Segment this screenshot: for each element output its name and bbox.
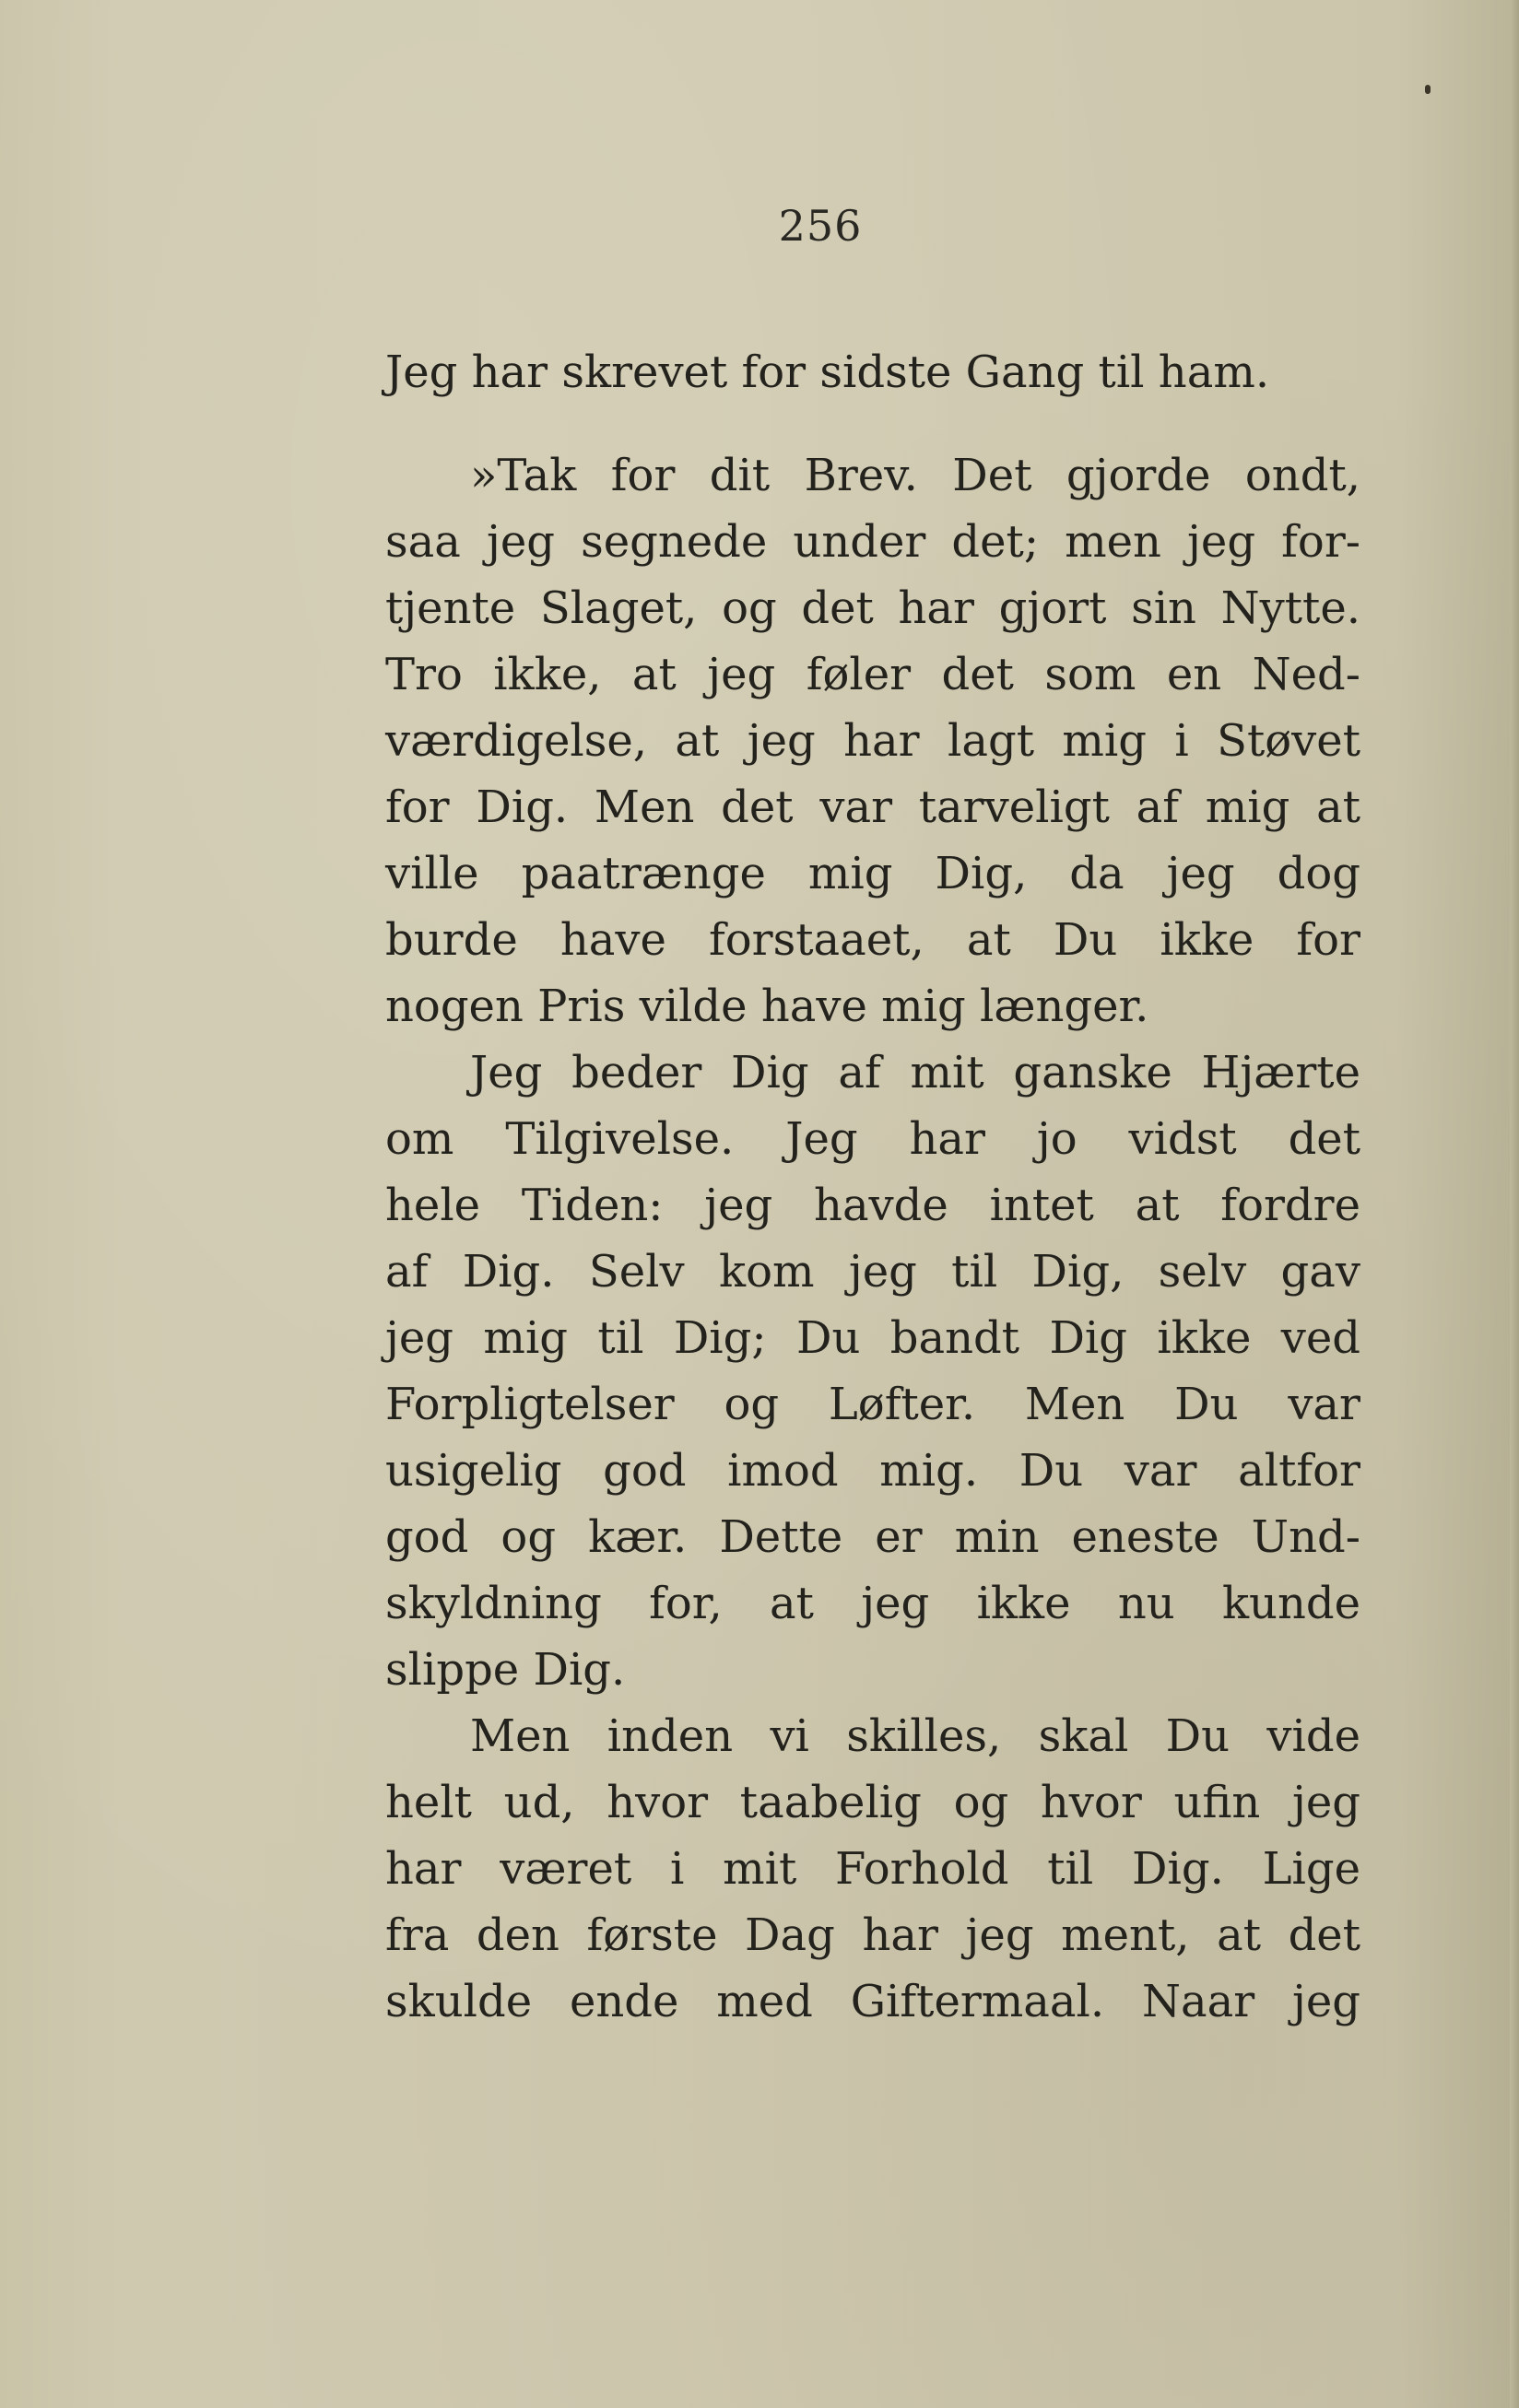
- text-line: saa jeg segnede under det; men jeg for-: [385, 516, 1360, 568]
- text-line: om Tilgivelse. Jeg har jo vidst det: [385, 1113, 1360, 1165]
- text-line: helt ud, hvor taabelig og hvor ufin jeg: [385, 1777, 1360, 1828]
- text-line: tjente Slaget, og det har gjort sin Nytte.: [385, 582, 1360, 634]
- paragraph-2: [385, 1040, 1360, 1703]
- text-line: jeg mig til Dig; Du bandt Dig ikke ved: [385, 1312, 1360, 1364]
- text-line: Tro ikke, at jeg føler det som en Ned-: [385, 649, 1360, 700]
- text-line: har været i mit Forhold til Dig. Lige: [385, 1843, 1360, 1895]
- text-line: usigelig god imod mig. Du var altfor: [385, 1445, 1360, 1497]
- paragraph-gap: [385, 405, 1360, 442]
- text-line: nogen Pris vilde have mig længer.: [385, 981, 1149, 1032]
- paragraph-1: [385, 442, 1360, 1040]
- text-line: Jeg beder Dig af mit ganske Hjærte: [470, 1047, 1360, 1098]
- text-line: slippe Dig.: [385, 1644, 626, 1696]
- text-line: »Tak for dit Brev. Det gjorde ondt,: [470, 450, 1360, 501]
- text-line: hele Tiden: jeg havde intet at fordre: [385, 1180, 1360, 1231]
- text-line: ville paatrænge mig Dig, da jeg dog: [385, 848, 1360, 899]
- page-number: 256: [778, 201, 863, 251]
- text-line: fra den første Dag har jeg ment, at det: [385, 1909, 1360, 1961]
- text-line: Jeg har skrevet for sidste Gang til ham.: [385, 347, 1270, 398]
- text-line: skulde ende med Giftermaal. Naar jeg: [385, 1976, 1360, 2027]
- text-line: af Dig. Selv kom jeg til Dig, selv gav: [385, 1246, 1360, 1298]
- text-line: Men inden vi skilles, skal Du vide: [470, 1710, 1360, 1762]
- text-line: værdigelse, at jeg har lagt mig i Støvet: [385, 715, 1360, 767]
- body-text: [385, 339, 1360, 2035]
- text-line: god og kær. Dette er min eneste Und-: [385, 1511, 1360, 1563]
- paragraph-3: [385, 1703, 1360, 2035]
- text-line: burde have forstaaet, at Du ikke for: [385, 914, 1360, 966]
- text-line: Forpligtelser og Løfter. Men Du var: [385, 1379, 1360, 1430]
- text-line: for Dig. Men det var tarveligt af mig at: [385, 781, 1360, 833]
- text-line: skyldning for, at jeg ikke nu kunde: [385, 1578, 1360, 1629]
- page-edge: [1510, 0, 1519, 2408]
- paper-speck: [1425, 85, 1431, 94]
